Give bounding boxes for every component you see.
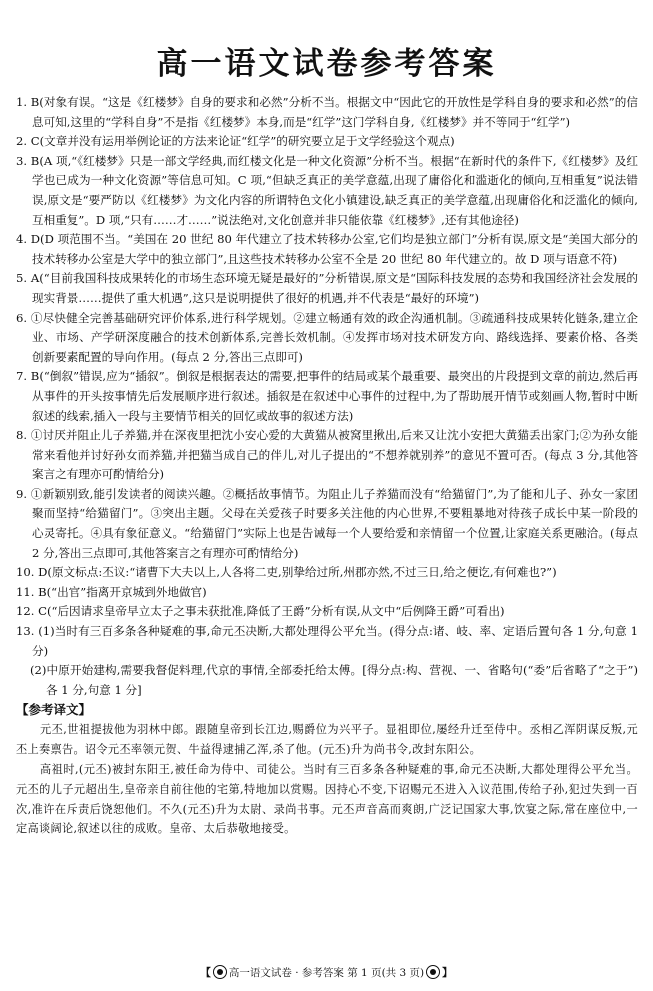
answer-item-1: 1. B(对象有误。“这是《红楼梦》自身的要求和必然”分析不当。根据文中“因此它的开放性是学科自身的要求和必然”的信息可知,这里的“学科自身”不是指《红楼梦》本身,而是“红学”这门学科自身,《红楼梦》并不等同于“红学”) xyxy=(16,95,638,129)
circle-mark-icon xyxy=(213,965,227,979)
translation-paragraph: 元丕,世祖提拔他为羽林中郎。跟随皇帝到长江边,赐爵位为兴平子。显祖即位,屡经升迁至侍中。丞相乙浑阴谋反叛,元丕上奏禀告。诏令元丕率领元贺、牛益得逮捕乙浑,杀了他。(元丕)升为尚书令,改封东阳公。 xyxy=(16,723,638,757)
answer-item-13: 13. (1)当时有三百多条各种疑难的事,命元丕决断,大都处理得公平允当。(得分点:诸、岐、率、定语后置句各 1 分,句意 1 分) xyxy=(16,624,638,658)
answer-item-13-part-2: (2)中原开始建构,需要我督促料理,代京的事情,全部委托给太傅。[得分点:构、营视、一、省略句(“委”后省略了“之于”)各 1 分,句意 1 分] xyxy=(30,663,638,697)
translation-heading: 【参考译文】 xyxy=(16,702,92,718)
answer-item-6: 6. ①尽快健全完善基础研究评价体系,进行科学规划。②建立畅通有效的政企沟通机制。③疏通科技成果转化链条,建立企业、市场、产学研深度融合的技术创新体系,完善长效机制。④发挥市场对技术研发方向、路线选择、要素价格、各类创新要素配置的导向作用。(每点 2 分,答出三点即可) xyxy=(16,310,638,364)
footer-text: 高一语文试卷 · 参考答案 第 1 页(共 3 页) xyxy=(228,967,425,979)
answer-item-12: 12. C(“后因请求皇帝早立太子之事未获批准,降低了王爵”分析有误,从文中“后例降王爵”可看出) xyxy=(16,604,505,619)
page-title: 高一语文试卷参考答案 xyxy=(156,46,497,82)
answer-item-3: 3. B(A 项,“《红楼梦》只是一部文学经典,而红楼文化是一种文化资源”分析不当。根据“在新时代的条件下,《红楼梦》及红学也已成为一种文化资源”等信息可知。C 项,“但缺乏真正的美学意蕴,出现了庸俗化和滥逝化的倾向,互相重复”说法错误,原文是“要严防以《红楼梦》为文化内容的所谓特色文化小镇建设,缺乏真正的美学意蕴,出现庸俗化和泛滥化的倾向,互相重复”。D 项,“只有……才……”说法绝对,文化创意并非只能依靠《红楼梦》,还有其他途径) xyxy=(16,153,638,227)
answer-item-7: 7. B(“倒叙”错误,应为“插叙”。倒叙是根据表达的需要,把事件的结局或某个最重要、最突出的片段提到文章的前边,然后再从事件的开头按事情先后发展顺序进行叙述。插叙是在叙述中心事件的过程中,为了帮助展开情节或刻画人物,暂时中断叙述的线索,插入一段与主要情节相关的回忆或故事的叙述方法) xyxy=(16,369,638,423)
answer-item-10: 10. D(原文标点:丕议:“诸曹下大夫以上,人各将二吏,别挚给过所,州郡亦然,不过三日,给之便讫,有何难也?”) xyxy=(16,565,557,580)
answer-item-4: 4. D(D 项范围不当。“美国在 20 世纪 80 年代建立了技术转移办公室,它们均是独立部门”分析有误,原文是“美国大部分的技术转移办公室是大学中的独立部门”,且这些技术转移办公室不全是 20 世纪 80 年代建立的。故 D 项与语意不符) xyxy=(16,232,638,266)
answer-content xyxy=(16,93,638,839)
footer-left-bracket: 【 xyxy=(200,967,211,979)
translation-paragraph: 高祖时,(元丕)被封东阳王,被任命为侍中、司徒公。当时有三百多条各种疑难的事,命元丕决断,大都处理得公平允当。元丕的儿子元超出生,皇帝亲自前往他的宅第,特地加以赏赐。因持心不变,下诏赐元丕进入入议范围,传给子孙,犯过失到一百次,准许在斥责后饶恕他们。不久(元丕)升为太尉、录尚书事。元丕声音高而爽朗,广泛记国家大事,饮宴之际,常在座位中,一定高谈阔论,叙述以往的成败。皇帝、太后恭敬地接受。 xyxy=(16,763,638,836)
circle-mark-icon xyxy=(426,965,440,979)
page-footer xyxy=(0,965,653,981)
answer-item-11: 11. B(“出官”指离开京城到外地做官) xyxy=(16,584,207,599)
footer-right-bracket: 】 xyxy=(442,967,453,979)
answer-item-5: 5. A(“目前我国科技成果转化的市场生态环境无疑是最好的”分析错误,原文是“国际科技发展的态势和我国经济社会发展的现实背景……提供了重大机遇”,这只是说明提供了很好的机遇,并不代表是“最好的环境”) xyxy=(16,271,638,305)
answer-item-9: 9. ①新颖别致,能引发读者的阅读兴趣。②概括故事情节。为阻止儿子养猫而没有“给猫留门”,为了能和儿子、孙女一家团聚而坚持“给猫留门”。③突出主题。父母在关爱孩子时要多关注他的内心世界,不要粗暴地对待孩子成长中某一阶段的心灵寄托。④具有象征意义。“给猫留门”实际上也是告诫每一个人要给爱和亲情留一个位置,让家庭关系更融洽。(每点 2 分,答出三点即可,其他答案言之有理亦可酌情给分) xyxy=(16,486,638,560)
answer-item-2: 2. C(文章并没有运用举例论证的方法来论证“红学”的研究要立足于文学经验这个观点) xyxy=(16,134,455,149)
answer-item-8: 8. ①讨厌并阻止儿子养猫,并在深夜里把沈小安心爱的大黄猫从被窝里揪出,后来又让沈小安把大黄猫丢出家门;②为孙女能常来看他并讨好孙女而养猫,并把猫当成自己的伴儿,对儿子提出的“不想养就别养”的意见不置可否。(每点 3 分,其他答案言之有理亦可酌情给分) xyxy=(16,428,638,482)
